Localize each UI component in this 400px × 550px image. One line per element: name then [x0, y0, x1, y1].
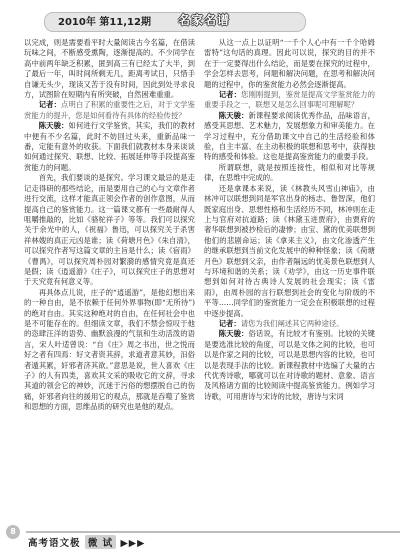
speaker-label: 陈天骏：: [38, 121, 69, 131]
paragraph-text: 新课程要求阅读优秀作品，品味语言，感受其思想、艺术魅力，发展想象力和审美能力。在学习过程中，充分借助课文中自己的生活经验和体验，自主丰富、在主动积极的联想和思考中，获得独特的感受和体验。这也是提高鉴赏能力的重要手段。: [204, 110, 375, 162]
paragraph: [204, 90, 375, 111]
paragraph: [204, 319, 375, 329]
paragraph-text: 您刚刚提到，鉴赏是提高文学鉴赏能力的重要手段之一，联想又是怎么回事呢可理解呢？: [204, 90, 375, 110]
paragraph: [24, 173, 195, 287]
paragraph: [204, 111, 375, 163]
paragraph: [204, 38, 375, 90]
paragraph: [24, 100, 195, 121]
issue-label: 2010年 第11,12期: [58, 17, 151, 28]
paragraph-text: 还是拿课本来说，读《林教头风雪山神庙》，由林冲可以联想到同是军官出身的杨志、鲁智深，他们既家庭出身、思想性格和生活经历不同，林冲则在走上与官府对抗道路；读《林黛玉进贾府》，由贾府的奢华联想到被抄检后的凄惨；由宝、黛的优美联想到他们的悲剧命运；读《拿来主义》，由文化渗透产生的继承联想到当前文化发展中的种种怪象；读《荷塘月色》联想到父亲，由作者隔远的忧美景色联想到人与环境和谐的关系；读《劝学》，由这一历史事件联想到如何对待古典诗人发展的社会现实；读《雷雨》，由周朴园的言行联想到社会的变化与阶级的不平等……同学们的鉴赏能力一定会在积极联想的过程中逐步提高。: [204, 183, 375, 318]
paragraph-text: 以完成，则是需要看平时大量阅读古今名篇，在借读玩味之间，不断感受熏陶，逐渐提高的。不少同学在高中前两年缺乏积累，匿到高三有已经太了大半，到了最后一年，叫时间所剩无几，距离考试日，只惜手自谦无头少，现读又苦于没有时间，因此到处寻求良方，试图阶在短期内有所突破，自然困难重重。: [24, 38, 195, 100]
paragraph: [24, 38, 195, 100]
footer-title-highlight: 微 试: [85, 535, 116, 549]
paragraph-text: 首先，我们要谈的是探究。学习课文最忌的是走记走得研的那些结论，而是要用自己的心与文章作者进行交流，这样才能真正领会作者的创作意图，从而提高自己的鉴赏能力。这一篇课文都有一些最耐得人咀嚼推敲的，比如《骆驼祥子》等等。我们可以探究关于余光中的人，《祝福》鲁迅，可以探究关于杀害祥林嫂的真正元凶是谁；读《荷塘月色》《朱自清》，可以探究作者写这篇文章的主旨是什么；读《宿雨》《曹禺》，可以探究周朴园对繁漪的感情究竟是真还是假；读《逍遥游》《庄子》，可以探究庄子的思想对于天究竟有何意义等。: [24, 173, 195, 287]
paragraph-text: 所谓联想，就是按照连接性，相似和对比等规律，在思维中完成的。: [204, 162, 375, 183]
speaker-label: 陈天骏：: [218, 110, 249, 120]
paragraph: [24, 288, 195, 413]
page-header: [0, 0, 400, 34]
page-number: 8: [6, 525, 20, 539]
footer-title-main: 高考语文极: [28, 538, 81, 549]
left-text-column: [24, 38, 195, 508]
paragraph-text: 请您为我们阐述其它两种途径。: [240, 318, 344, 328]
footer-rule: [26, 531, 400, 533]
paragraph: [204, 163, 375, 184]
right-text-column: [204, 38, 375, 508]
paragraph: [204, 184, 375, 319]
speaker-label: 记者：: [218, 90, 242, 100]
paragraph-text: 点明白了积累的重要性之后，对于文学鉴赏能力的提升，您是如何看待有具体的经验传授？: [24, 100, 195, 120]
page-footer: [0, 519, 400, 550]
speaker-label: 记者：: [38, 100, 62, 110]
paragraph: [24, 121, 195, 173]
brand-title: 名家名谱: [178, 13, 231, 27]
footer-title: [28, 535, 145, 549]
speaker-label: 陈天骏：: [218, 329, 249, 339]
paragraph-text: 再具体点儿说，庄子的“逍遥游”，是他幻想出来的一种自由，是不依赖于任何外界事物(即“无所待”)的绝对自由。其实这种绝对的自由，在任何社会中也是不可能存在的。但细读文章，我们不禁会惊叹于他的恣肆汪洋的语势、幽默浪漫的气氛和生动活泼的语言，宋人叶适曾说：“自《庄》周之书出，世之悦而好之者有四焉：好文者资其辞，求道者意其妙，汩俗者遁其累，奸邪者济其欲。”意思是说，世人喜欢《庄子》的人有四类，喜欢其文采的吸收它的文辞，寻求其道的领会它的神妙，沉迷于污俗的想摆脱自己的伤痛，奸邪者向往的援用它的观点，那就是吞噬了鉴赏和思想的方面，思维品质的研究也是他的观点。: [24, 287, 195, 412]
paragraph: [204, 329, 375, 402]
speaker-label: 记者：: [218, 318, 241, 328]
footer-arrows: ▶▶▶: [120, 538, 146, 549]
paragraph-text: 如何进行文学鉴赏，其实，我们的教材中便有不少名篇，此时不妨回过头来，重新品味一番，定能有意外的收获。下面我们就教材本身来谈谈如何通过探究、联想、比较、拓展延伸等手段提高鉴赏能力的问题。: [24, 121, 195, 172]
paragraph-text: 从这一点上以证明“一千个人心中有一千个哈姆雷特”这句话的真理。因此可以说，探究的目的并不在于一定要得出什么结论，而是要在探究的过程中，学会怎样去思考，问题和解决问题，在思考和解决问题的过程中，你的鉴赏能力必然会逐渐提高。: [204, 38, 375, 89]
paragraph-text: 俗话说，有比较才有鉴别。比较的关键是要选准比较的角度，可以是文体之间的比较，也可以是作家之间的比较，可以是思想内容的比较，也可以是表现手法的比较。新课程教材中选编了大量的古代优秀诗歌，哪就可以在对诗歌的题材、意象、语言及风格诸方面的比较阅读中提高鉴赏能力。例如学习诗歌，可用唐诗与宋诗的比较，唐诗与宋词: [204, 329, 375, 401]
